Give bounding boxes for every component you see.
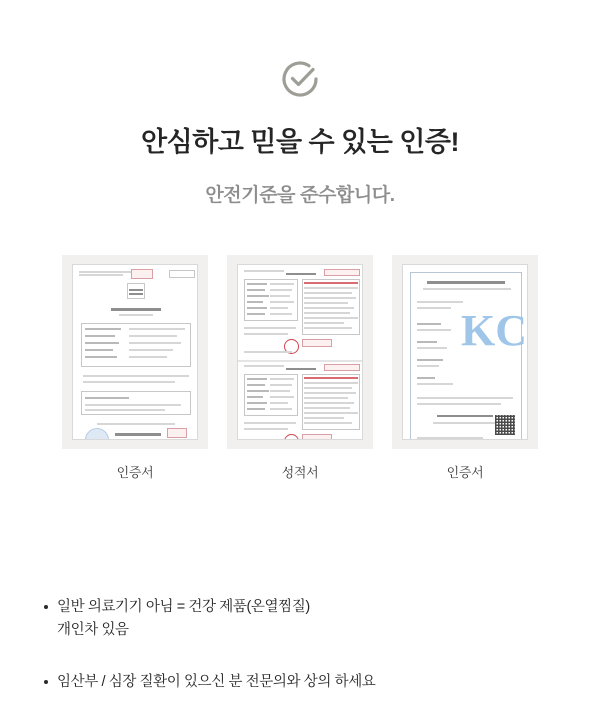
certificate-item[interactable] [392,255,538,481]
notice-text-line2: 개인차 있음 [57,622,129,639]
list-item [44,671,556,694]
certificate-document-3: KC [402,264,528,440]
check-circle-icon [279,58,321,100]
notice-list [44,596,556,722]
certificate-caption: 성적서 [281,465,319,481]
certificate-thumbnail-3[interactable] [392,255,538,449]
bullet-icon [44,680,48,684]
certificate-thumbnail-1[interactable] [62,255,208,449]
certificate-caption: 인증서 [116,465,154,481]
bullet-icon [44,605,48,609]
header-section [0,0,600,208]
certificate-document-1 [72,264,198,440]
certificate-gallery [0,255,600,481]
certificate-thumbnail-2[interactable] [227,255,373,449]
notice-text-line1: 임산부 / 심장 질환이 있으신 분 전문의와 상의 하세요 [57,673,376,690]
page-subtitle: 안전기준을 준수합니다. [205,184,395,206]
list-item [44,596,556,643]
page-title: 안심하고 믿을 수 있는 인증! [141,127,459,157]
certificate-item[interactable] [62,255,208,481]
notice-text-line1: 일반 의료기기 아님 = 건강 제품(온열찜질) [57,599,310,615]
certificate-document-2 [237,264,363,440]
certificate-caption: 인증서 [446,465,484,481]
certificate-item[interactable] [227,255,373,481]
